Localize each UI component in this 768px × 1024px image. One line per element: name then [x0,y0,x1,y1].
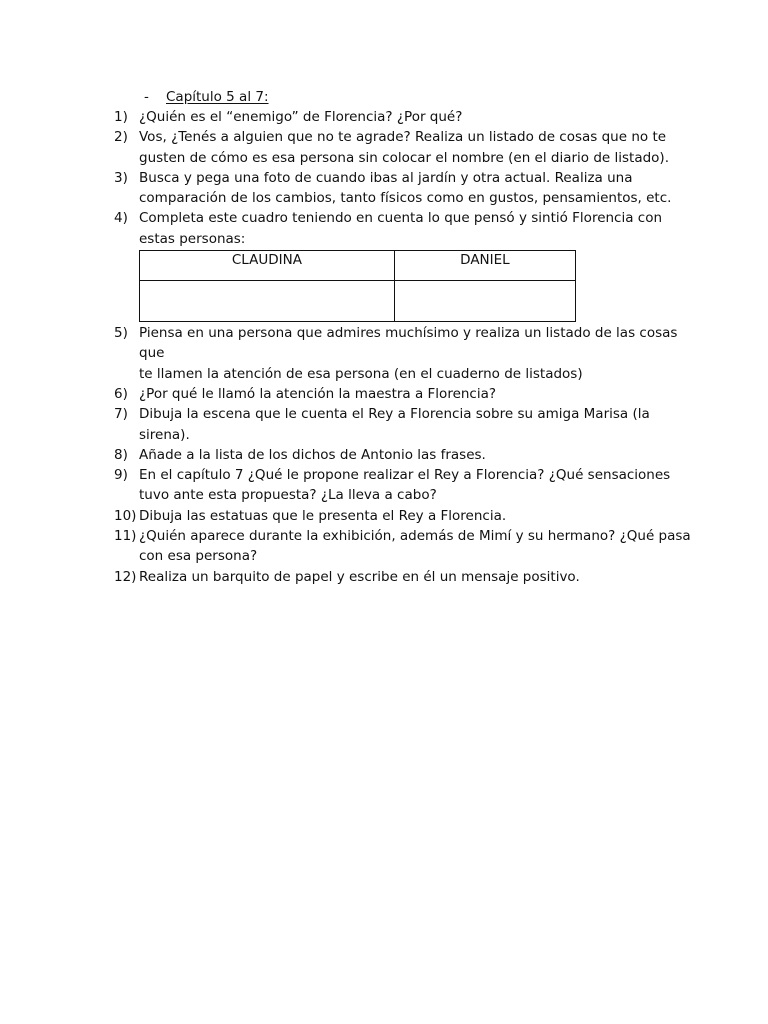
list-item [114,168,694,209]
comparison-table-wrapper [139,250,576,322]
list-item [114,208,694,249]
item-number: 12) [114,568,137,585]
item-number: 3) [114,169,128,186]
heading-title: Capítulo 5 al 7: [166,89,269,105]
item-text: Vos, ¿Tenés a alguien que no te agrade? Realiza un listado de cosas que no te gusten de cómo es esa persona sin colocar el nombre (en el diario de listado). [139,129,669,166]
item-number: 1) [114,109,128,125]
list-item [114,384,694,404]
list-item [114,506,694,526]
list-item [114,127,694,168]
table-header-row [140,251,576,281]
section-heading [144,87,269,107]
list-item [114,567,694,587]
list-item [114,404,694,445]
item-number: 10) [114,507,137,524]
list-item [114,323,694,384]
list-item [114,445,694,465]
table-header-daniel: DANIEL [394,251,575,281]
question-list [114,107,694,587]
item-number: 9) [114,467,128,484]
item-number: 8) [114,446,128,463]
table-row [140,281,576,322]
item-text: ¿Quién es el “enemigo” de Florencia? ¿Por qué? [139,109,463,125]
list-item [114,465,694,506]
item-text: Piensa en una persona que admires muchísimo y realiza un listado de las cosas que te llamen la atención de esa persona (en el cuaderno de listados) [139,325,678,382]
item-text: ¿Por qué le llamó la atención la maestra a Florencia? [139,385,497,402]
item-text: En el capítulo 7 ¿Qué le propone realizar el Rey a Florencia? ¿Qué sensaciones tuvo ante esta propuesta? ¿La lleva a cabo? [139,467,671,504]
item-text: Dibuja la escena que le cuenta el Rey a Florencia sobre su amiga Marisa (la sirena). [139,406,650,443]
table-cell-claudina [140,281,395,322]
list-item [114,107,694,127]
heading-dash: - [144,89,149,105]
item-number: 7) [114,406,128,423]
item-number: 2) [114,129,128,146]
item-number: 4) [114,210,128,227]
item-number: 6) [114,385,128,402]
list-item [114,526,694,567]
table-row-container [114,250,694,322]
item-text: Realiza un barquito de papel y escribe en él un mensaje positivo. [139,568,580,585]
item-text: Busca y pega una foto de cuando ibas al jardín y otra actual. Realiza una comparación de los cambios, tanto físicos como en gustos, pensamientos, etc. [139,169,672,207]
comparison-table [139,250,576,322]
table-cell-daniel [394,281,575,322]
item-text: Completa este cuadro teniendo en cuenta lo que pensó y sintió Florencia con estas personas: [139,210,663,247]
item-number: 11) [114,528,137,545]
item-text: Dibuja las estatuas que le presenta el Rey a Florencia. [139,507,507,524]
table-header-claudina: CLAUDINA [140,251,395,281]
item-text: Añade a la lista de los dichos de Antonio las frases. [139,446,486,463]
item-number: 5) [114,325,128,342]
item-text: ¿Quién aparece durante la exhibición, además de Mimí y su hermano? ¿Qué pasa con esa persona? [139,528,691,565]
